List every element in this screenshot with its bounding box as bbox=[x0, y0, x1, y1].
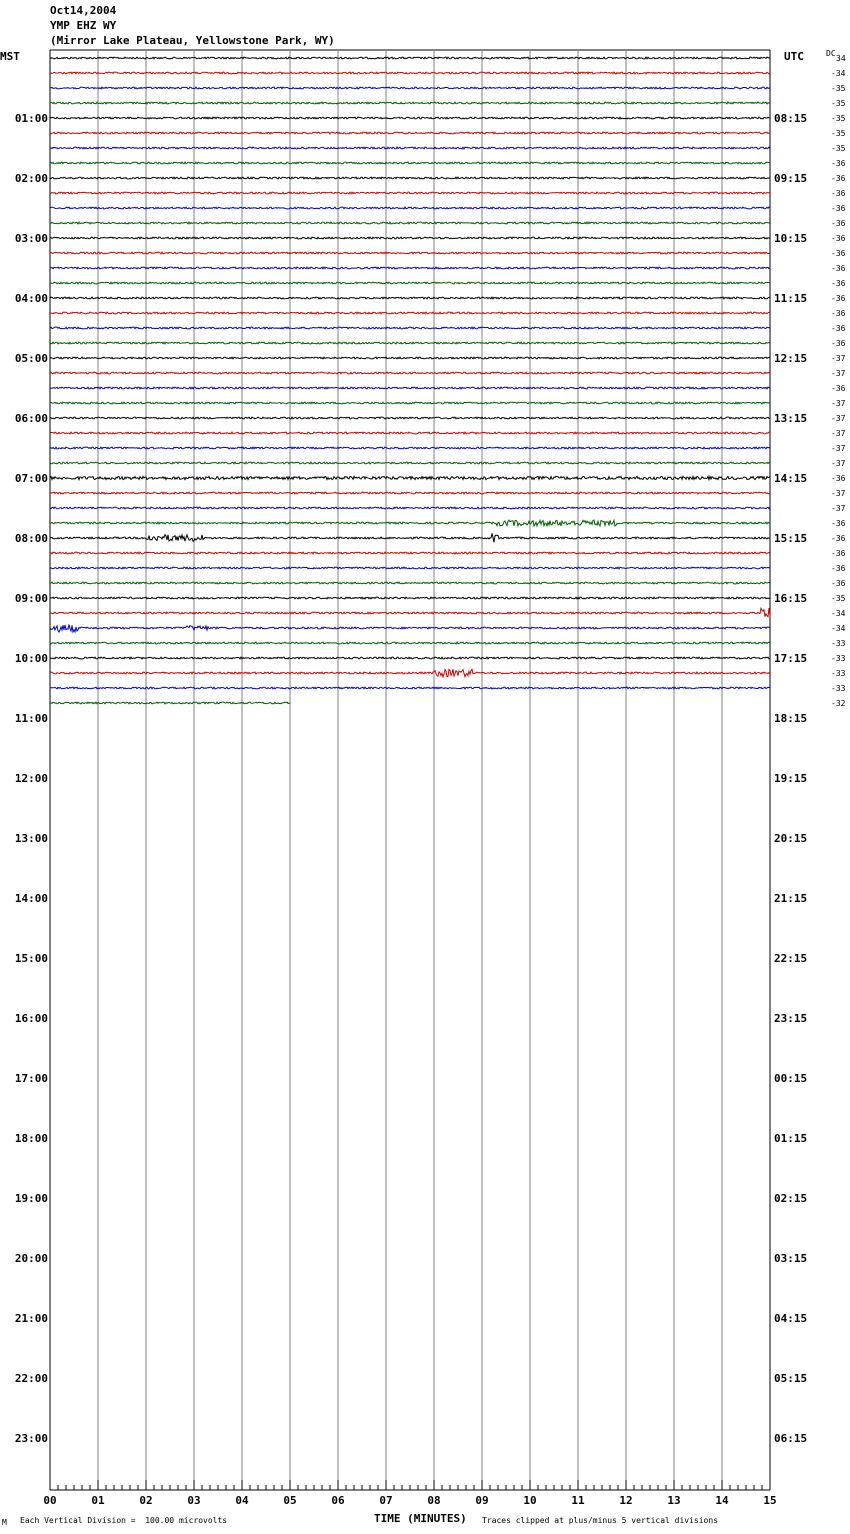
seismic-trace bbox=[50, 567, 770, 569]
dc-offset-label: -36 bbox=[831, 174, 846, 183]
x-tick-label: 12 bbox=[619, 1494, 633, 1507]
utc-hour-label: 06:15 bbox=[774, 1432, 808, 1445]
dc-offset-label: -37 bbox=[831, 504, 846, 513]
seismic-trace bbox=[50, 117, 770, 119]
x-tick-label: 14 bbox=[715, 1494, 729, 1507]
dc-offset-label: -36 bbox=[831, 564, 846, 573]
mst-hour-label: 06:00 bbox=[14, 412, 48, 425]
dc-offset-label: -36 bbox=[831, 474, 846, 483]
seismic-trace bbox=[50, 147, 770, 149]
dc-offset-label: -36 bbox=[831, 309, 846, 318]
seismic-trace bbox=[50, 447, 770, 449]
seismic-trace bbox=[50, 597, 770, 599]
seismic-trace bbox=[50, 57, 770, 59]
utc-hour-label: 05:15 bbox=[774, 1372, 808, 1385]
dc-offset-label: -36 bbox=[831, 234, 846, 243]
mst-hour-label: 18:00 bbox=[14, 1132, 48, 1145]
dc-offset-label: -37 bbox=[831, 399, 846, 408]
seismic-trace bbox=[50, 72, 770, 74]
utc-hour-label: 04:15 bbox=[774, 1312, 808, 1325]
seismic-trace bbox=[50, 267, 770, 269]
dc-offset-label: -36 bbox=[831, 279, 846, 288]
dc-offset-label: -36 bbox=[831, 189, 846, 198]
dc-offset-label: 34 bbox=[836, 54, 846, 63]
station-location: (Mirror Lake Plateau, Yellowstone Park, WY) bbox=[50, 34, 335, 47]
seismic-trace bbox=[50, 520, 770, 526]
mst-hour-label: 23:00 bbox=[14, 1432, 48, 1445]
mst-hour-label: 08:00 bbox=[14, 532, 48, 545]
dc-offset-label: -33 bbox=[831, 684, 846, 693]
dc-offset-label: -34 bbox=[831, 609, 846, 618]
dc-offset-label: -36 bbox=[831, 579, 846, 588]
seismic-trace bbox=[50, 372, 770, 374]
x-axis-title: TIME (MINUTES) bbox=[374, 1512, 467, 1525]
seismic-trace bbox=[50, 282, 770, 284]
x-tick-label: 09 bbox=[475, 1494, 489, 1507]
seismic-trace bbox=[50, 87, 770, 89]
dc-offset-label: -32 bbox=[831, 699, 846, 708]
seismic-trace bbox=[50, 132, 770, 134]
seismic-trace bbox=[50, 387, 770, 389]
utc-hour-label: 15:15 bbox=[774, 532, 808, 545]
seismic-trace bbox=[50, 237, 770, 239]
mst-hour-label: 04:00 bbox=[14, 292, 48, 305]
dc-offset-label: -36 bbox=[831, 249, 846, 258]
dc-offset-label: -35 bbox=[831, 84, 846, 93]
seismic-trace bbox=[50, 327, 770, 329]
mst-hour-label: 22:00 bbox=[14, 1372, 48, 1385]
seismic-trace bbox=[50, 417, 770, 419]
seismic-trace bbox=[50, 192, 770, 194]
dc-offset-label: -35 bbox=[831, 99, 846, 108]
seismic-trace bbox=[50, 432, 770, 434]
dc-label: DC bbox=[826, 49, 836, 58]
seismic-trace bbox=[50, 252, 770, 254]
seismic-trace bbox=[50, 222, 770, 224]
utc-hour-label: 01:15 bbox=[774, 1132, 808, 1145]
utc-hour-label: 00:15 bbox=[774, 1072, 808, 1085]
seismic-trace bbox=[50, 507, 770, 509]
mst-hour-label: 17:00 bbox=[14, 1072, 48, 1085]
x-tick-label: 10 bbox=[523, 1494, 537, 1507]
dc-offset-label: -33 bbox=[831, 639, 846, 648]
dc-offset-label: -37 bbox=[831, 489, 846, 498]
station-code: YMP EHZ WY bbox=[50, 19, 117, 32]
mst-hour-label: 21:00 bbox=[14, 1312, 48, 1325]
dc-offset-label: -36 bbox=[831, 204, 846, 213]
mst-hour-label: 01:00 bbox=[14, 112, 48, 125]
seismic-trace bbox=[50, 642, 770, 644]
utc-hour-label: 10:15 bbox=[774, 232, 808, 245]
seismic-trace bbox=[50, 102, 770, 104]
dc-offset-label: -33 bbox=[831, 654, 846, 663]
seismic-trace bbox=[50, 669, 770, 677]
mst-hour-label: 09:00 bbox=[14, 592, 48, 605]
dc-offset-label: -36 bbox=[831, 534, 846, 543]
vertical-scale-note: Each Vertical Division = 100.00 microvolts bbox=[20, 1516, 228, 1525]
mst-hour-label: 14:00 bbox=[14, 892, 48, 905]
mst-hour-label: 02:00 bbox=[14, 172, 48, 185]
dc-offset-label: -37 bbox=[831, 444, 846, 453]
utc-hour-label: 12:15 bbox=[774, 352, 808, 365]
seismic-trace bbox=[50, 476, 770, 479]
dc-offset-label: -36 bbox=[831, 549, 846, 558]
dc-offset-label: -34 bbox=[831, 69, 846, 78]
utc-hour-label: 22:15 bbox=[774, 952, 808, 965]
dc-offset-label: -36 bbox=[831, 339, 846, 348]
mst-axis-label: MST bbox=[0, 50, 20, 63]
seismic-trace bbox=[50, 402, 770, 404]
utc-hour-label: 14:15 bbox=[774, 472, 808, 485]
utc-hour-label: 03:15 bbox=[774, 1252, 808, 1265]
utc-hour-label: 16:15 bbox=[774, 592, 808, 605]
corner-mark: M bbox=[2, 1518, 7, 1527]
seismic-trace bbox=[50, 657, 770, 659]
x-tick-label: 05 bbox=[283, 1494, 297, 1507]
dc-offset-label: -36 bbox=[831, 219, 846, 228]
seismic-trace bbox=[50, 552, 770, 554]
dc-offset-label: -36 bbox=[831, 324, 846, 333]
seismic-trace bbox=[50, 342, 770, 344]
utc-hour-label: 02:15 bbox=[774, 1192, 808, 1205]
utc-hour-label: 23:15 bbox=[774, 1012, 808, 1025]
mst-hour-label: 10:00 bbox=[14, 652, 48, 665]
seismic-trace bbox=[50, 177, 770, 179]
dc-offset-label: -36 bbox=[831, 519, 846, 528]
seismic-trace bbox=[50, 312, 770, 314]
x-tick-label: 02 bbox=[139, 1494, 153, 1507]
seismic-trace bbox=[50, 687, 770, 689]
seismic-trace bbox=[50, 462, 770, 464]
clip-note: Traces clipped at plus/minus 5 vertical divisions bbox=[482, 1516, 719, 1525]
utc-hour-label: 09:15 bbox=[774, 172, 808, 185]
dc-offset-label: -35 bbox=[831, 144, 846, 153]
mst-hour-label: 12:00 bbox=[14, 772, 48, 785]
mst-hour-label: 13:00 bbox=[14, 832, 48, 845]
seismic-trace bbox=[50, 608, 770, 617]
mst-hour-label: 05:00 bbox=[14, 352, 48, 365]
seismic-trace bbox=[50, 624, 770, 631]
dc-offset-label: -35 bbox=[831, 114, 846, 123]
dc-offset-label: -37 bbox=[831, 354, 846, 363]
x-tick-label: 04 bbox=[235, 1494, 249, 1507]
mst-hour-label: 15:00 bbox=[14, 952, 48, 965]
x-tick-label: 13 bbox=[667, 1494, 681, 1507]
seismic-trace bbox=[50, 207, 770, 209]
seismic-trace bbox=[50, 357, 770, 359]
dc-offset-label: -34 bbox=[831, 624, 846, 633]
mst-hour-label: 20:00 bbox=[14, 1252, 48, 1265]
seismic-trace bbox=[50, 162, 770, 164]
mst-hour-label: 03:00 bbox=[14, 232, 48, 245]
utc-hour-label: 21:15 bbox=[774, 892, 808, 905]
x-tick-label: 06 bbox=[331, 1494, 345, 1507]
mst-hour-label: 07:00 bbox=[14, 472, 48, 485]
seismic-trace bbox=[50, 533, 770, 542]
x-tick-label: 08 bbox=[427, 1494, 441, 1507]
record-date: Oct14,2004 bbox=[50, 4, 117, 17]
dc-offset-label: -37 bbox=[831, 414, 846, 423]
dc-offset-label: -37 bbox=[831, 369, 846, 378]
utc-hour-label: 11:15 bbox=[774, 292, 808, 305]
x-tick-label: 03 bbox=[187, 1494, 201, 1507]
seismic-trace bbox=[50, 582, 770, 584]
utc-hour-label: 19:15 bbox=[774, 772, 808, 785]
dc-offset-label: -35 bbox=[831, 594, 846, 603]
dc-offset-label: -37 bbox=[831, 459, 846, 468]
dc-offset-label: -36 bbox=[831, 264, 846, 273]
x-tick-label: 01 bbox=[91, 1494, 105, 1507]
utc-hour-label: 20:15 bbox=[774, 832, 808, 845]
seismic-trace bbox=[50, 702, 290, 704]
x-tick-label: 15 bbox=[763, 1494, 777, 1507]
x-tick-label: 11 bbox=[571, 1494, 585, 1507]
dc-offset-label: -36 bbox=[831, 294, 846, 303]
dc-offset-label: -35 bbox=[831, 129, 846, 138]
mst-hour-label: 11:00 bbox=[14, 712, 48, 725]
mst-hour-label: 19:00 bbox=[14, 1192, 48, 1205]
utc-hour-label: 18:15 bbox=[774, 712, 808, 725]
dc-offset-label: -36 bbox=[831, 384, 846, 393]
seismic-trace bbox=[50, 492, 770, 494]
dc-offset-label: -33 bbox=[831, 669, 846, 678]
utc-hour-label: 08:15 bbox=[774, 112, 808, 125]
utc-hour-label: 17:15 bbox=[774, 652, 808, 665]
seismic-trace bbox=[50, 297, 770, 299]
utc-hour-label: 13:15 bbox=[774, 412, 808, 425]
x-tick-label: 00 bbox=[43, 1494, 57, 1507]
mst-hour-label: 16:00 bbox=[14, 1012, 48, 1025]
dc-offset-label: -36 bbox=[831, 159, 846, 168]
dc-offset-label: -37 bbox=[831, 429, 846, 438]
x-tick-label: 07 bbox=[379, 1494, 393, 1507]
utc-axis-label: UTC bbox=[784, 50, 804, 63]
